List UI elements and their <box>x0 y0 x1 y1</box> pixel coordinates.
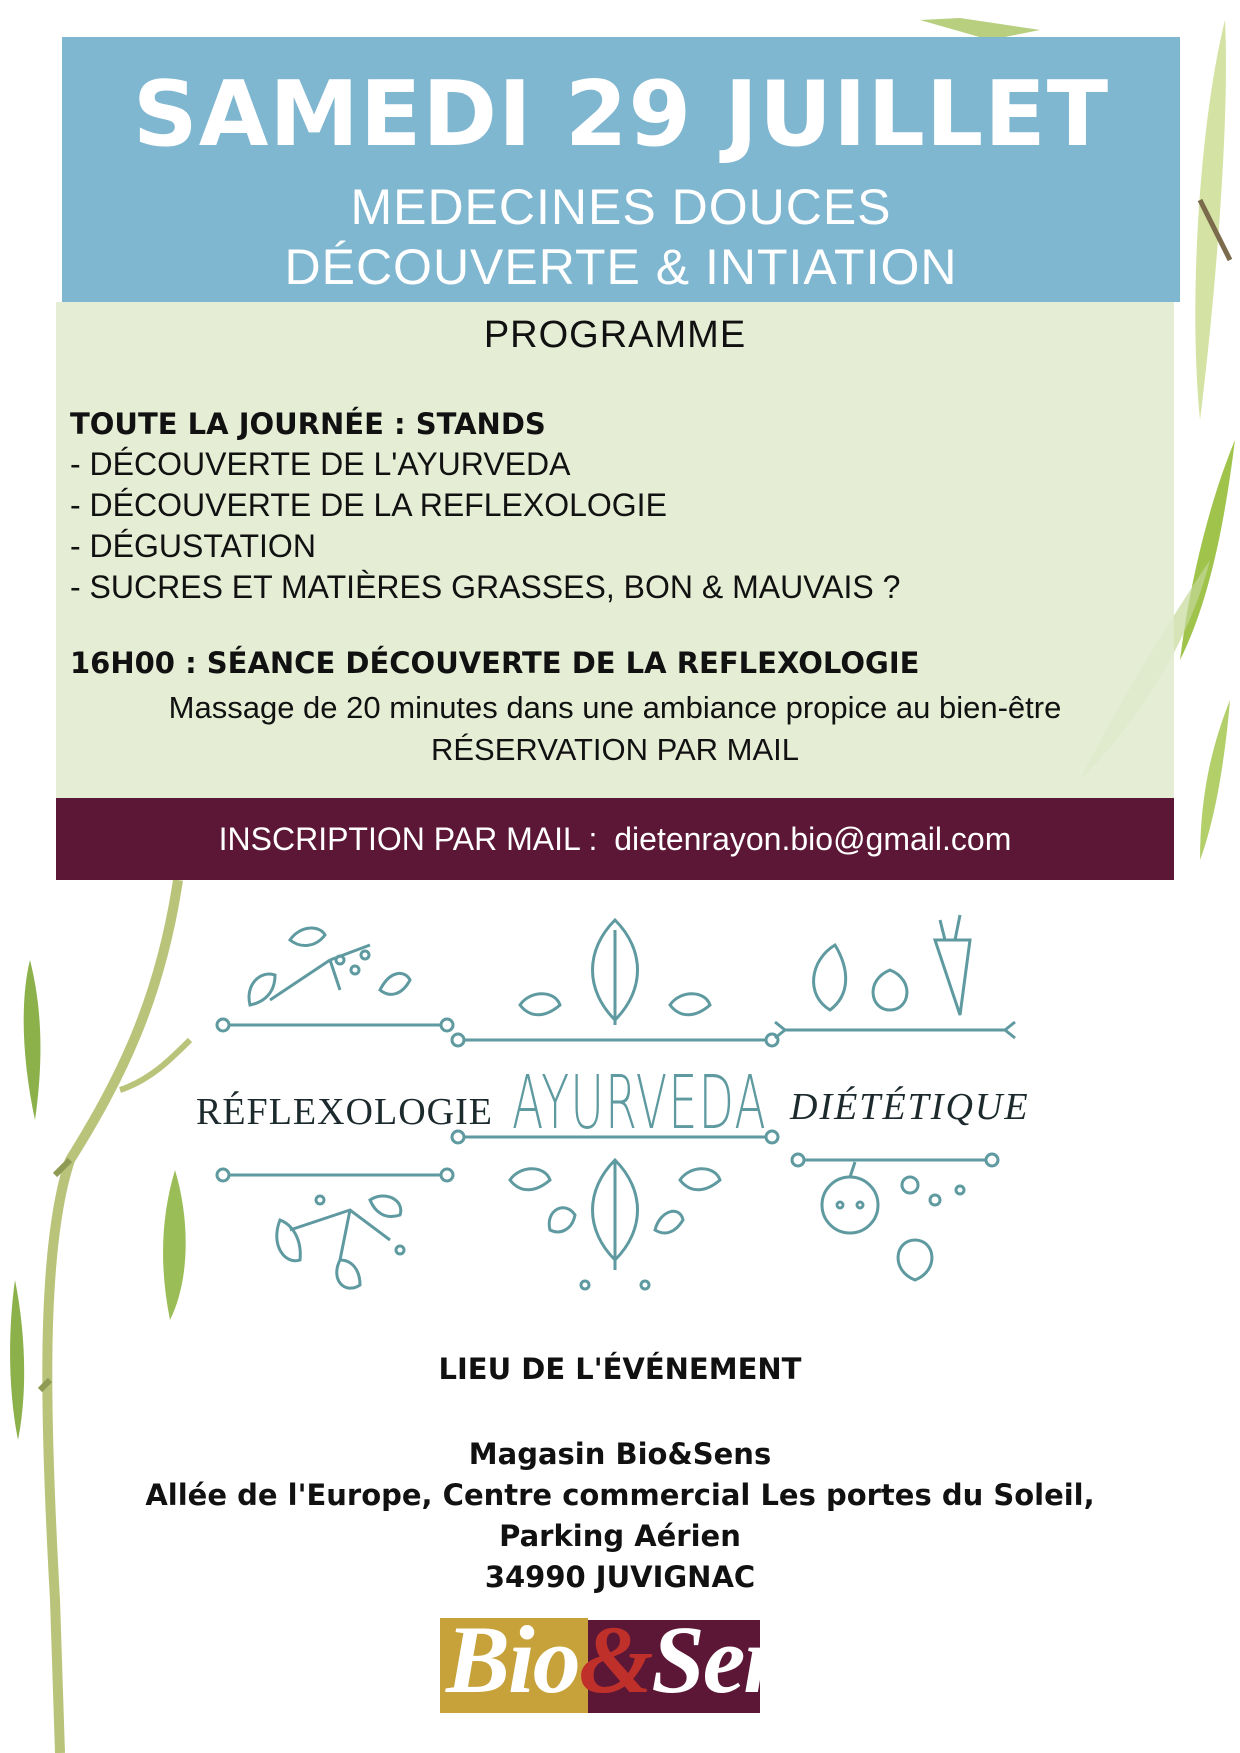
leaf-sprig-bottom-left-icon <box>217 1169 453 1288</box>
programme-title: PROGRAMME <box>483 314 747 356</box>
subtitle-line-2: DÉCOUVERTE & INTIATION <box>284 239 958 295</box>
venue-city: 34990 JUVIGNAC <box>484 1560 756 1594</box>
stands-list <box>70 404 900 608</box>
venue-street: Allée de l'Europe, Centre commercial Les portes du Soleil, <box>145 1478 1095 1512</box>
fruits-bottom-right-icon <box>792 1154 998 1280</box>
header-banner <box>62 37 1180 302</box>
inscription-label: INSCRIPTION PAR MAIL : <box>218 821 598 857</box>
leaf-sprig-top-left-icon <box>217 928 453 1031</box>
inscription-email-link[interactable]: dietenrayon.bio@gmail.com <box>614 821 1012 857</box>
reflexologie-label: RÉFLEXOLOGIE <box>196 1091 493 1133</box>
seance-reservation: RÉSERVATION PAR MAIL <box>430 732 800 767</box>
dietetique-label: DIÉTÉTIQUE <box>790 1086 1030 1128</box>
inscription-banner <box>56 798 1174 880</box>
biosens-logo <box>440 1606 831 1715</box>
subtitle-line-1: MEDECINES DOUCES <box>350 179 892 235</box>
vegetables-top-right-icon <box>775 915 1015 1038</box>
stand-item: - DÉCOUVERTE DE LA REFLEXOLOGIE <box>70 487 667 523</box>
event-date: SAMEDI 29 JUILLET <box>132 62 1110 167</box>
venue-address <box>0 1434 1240 1598</box>
seance-heading: 16H00 : SÉANCE DÉCOUVERTE DE LA REFLEXOLOGIE <box>70 646 920 680</box>
stand-item: - SUCRES ET MATIÈRES GRASSES, BON & MAUVAIS ? <box>70 569 901 605</box>
venue-parking: Parking Aérien <box>499 1519 741 1553</box>
stands-heading: TOUTE LA JOURNÉE : STANDS <box>70 407 546 441</box>
stand-item: - DÉGUSTATION <box>70 528 316 564</box>
stand-item: - DÉCOUVERTE DE L'AYURVEDA <box>70 446 571 482</box>
venue-title: LIEU DE L'ÉVÉNEMENT <box>438 1352 802 1386</box>
logo-wordmark: Bio&Sens <box>446 1606 831 1713</box>
ayurveda-label: AYURVEDA <box>512 1060 768 1146</box>
programme-section <box>56 302 1174 798</box>
venue-store-name: Magasin Bio&Sens <box>468 1437 772 1471</box>
seance-description: Massage de 20 minutes dans une ambiance propice au bien-être <box>168 690 1062 725</box>
